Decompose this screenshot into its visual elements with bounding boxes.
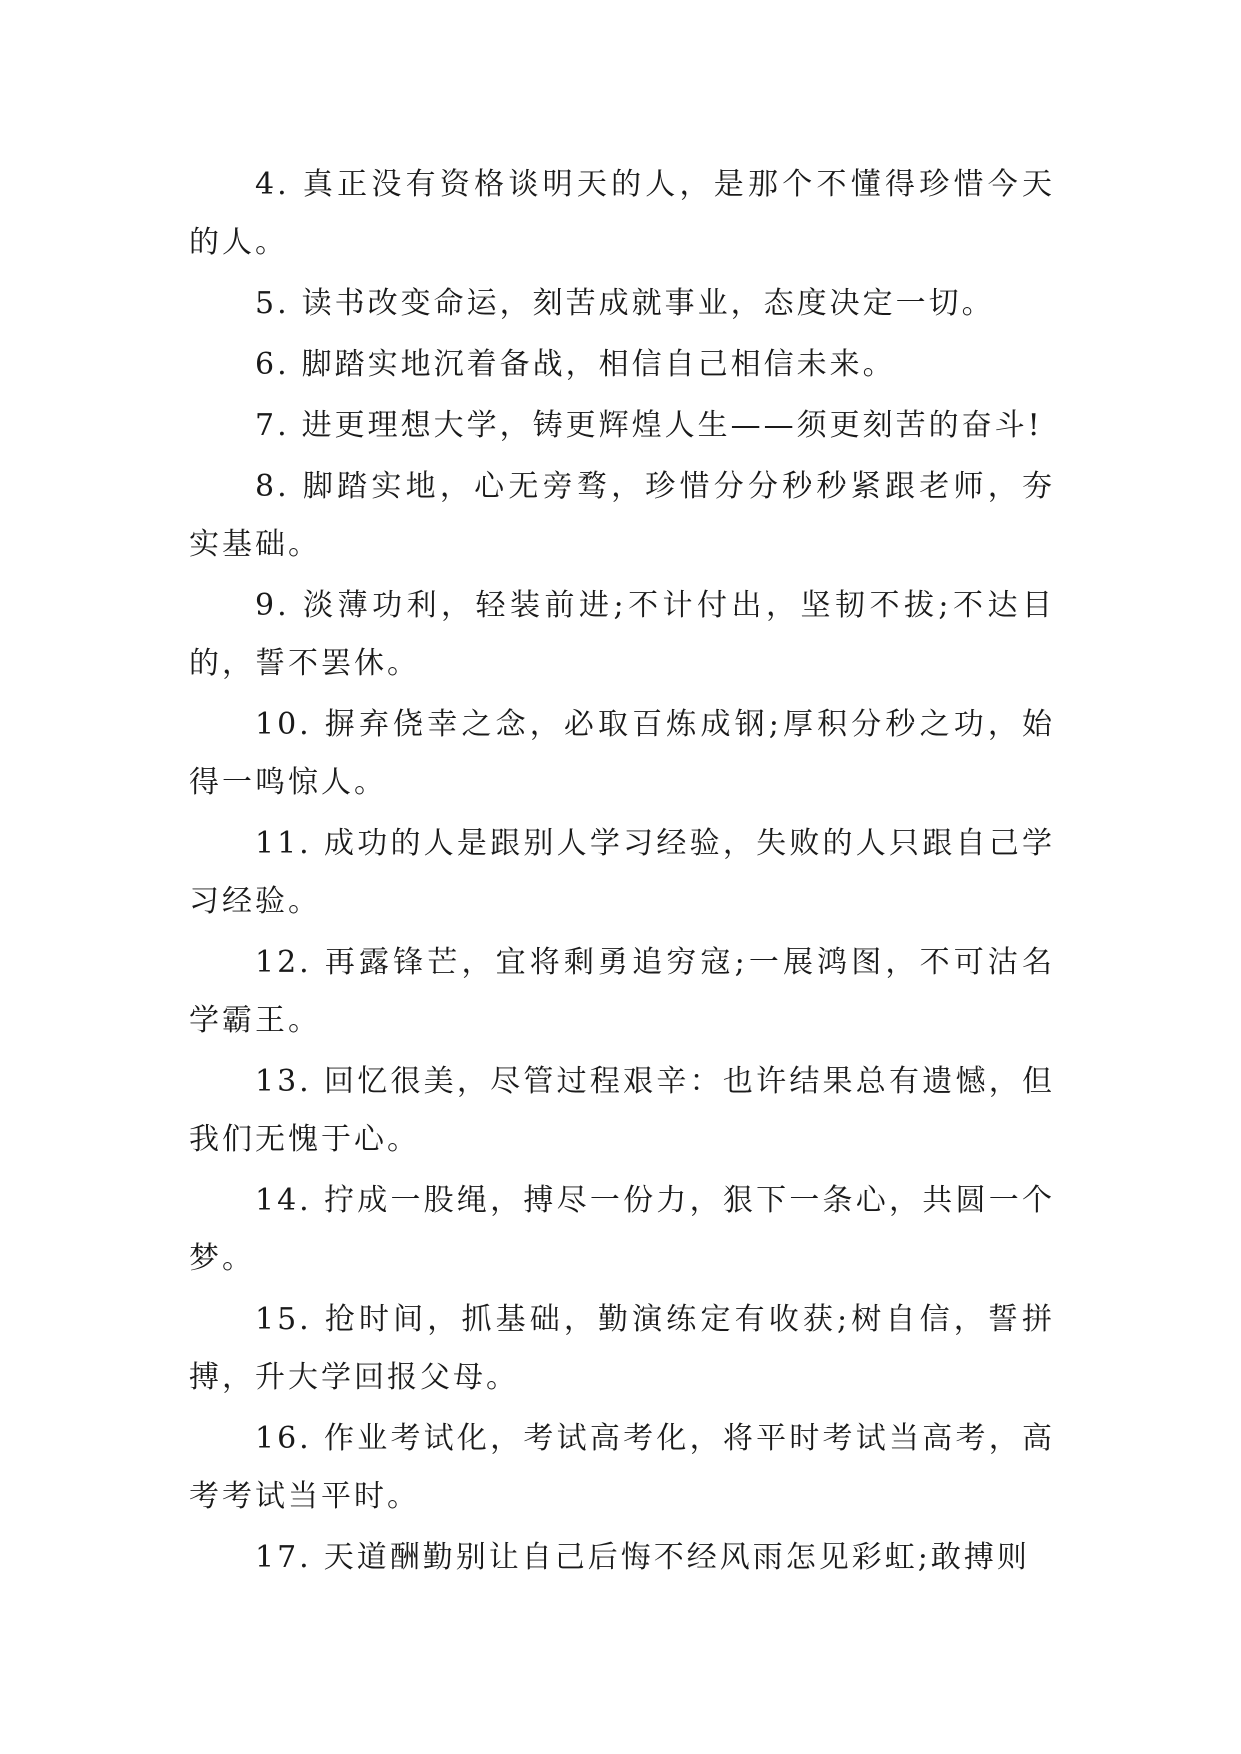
list-item — [189, 934, 1055, 1050]
item-number: 8. — [255, 469, 290, 504]
item-text: 再露锋芒，宜将剩勇追穷寇;一展鸿图，不可沽名学霸王。 — [189, 945, 1055, 1038]
item-number: 12. — [255, 945, 312, 980]
item-number: 13. — [255, 1064, 312, 1099]
list-item — [189, 1053, 1055, 1169]
item-text: 作业考试化，考试高考化，将平时考试当高考，高考考试当平时。 — [189, 1421, 1055, 1514]
item-text: 天道酬勤别让自己后悔不经风雨怎见彩虹;敢搏则 — [323, 1540, 1030, 1575]
item-number: 15. — [255, 1302, 312, 1337]
item-text: 回忆很美，尽管过程艰辛：也许结果总有遗憾，但我们无愧于心。 — [189, 1064, 1055, 1157]
item-number: 9. — [255, 588, 290, 623]
list-item — [189, 1529, 1055, 1587]
item-number: 7. — [255, 408, 290, 443]
item-text: 真正没有资格谈明天的人，是那个不懂得珍惜今天的人。 — [189, 167, 1055, 260]
list-item — [189, 1410, 1055, 1526]
document-body — [189, 156, 1055, 1590]
list-item — [189, 696, 1055, 812]
item-number: 5. — [255, 286, 290, 321]
item-text: 摒弃侥幸之念，必取百炼成钢;厚积分秒之功，始得一鸣惊人。 — [189, 707, 1055, 800]
list-item — [189, 336, 1055, 394]
list-item — [189, 815, 1055, 931]
item-number: 16. — [255, 1421, 312, 1456]
list-item — [189, 397, 1055, 455]
list-item — [189, 1291, 1055, 1407]
list-item — [189, 577, 1055, 693]
item-number: 6. — [255, 347, 290, 382]
list-item — [189, 275, 1055, 333]
list-item — [189, 458, 1055, 574]
item-number: 14. — [255, 1183, 312, 1218]
item-text: 淡薄功利，轻装前进;不计付出，坚韧不拔;不达目的，誓不罢休。 — [189, 588, 1055, 681]
list-item — [189, 1172, 1055, 1288]
item-text: 拧成一股绳，搏尽一份力，狠下一条心，共圆一个梦。 — [189, 1183, 1055, 1276]
item-number: 11. — [255, 826, 312, 861]
item-text: 成功的人是跟别人学习经验，失败的人只跟自己学习经验。 — [189, 826, 1055, 919]
item-text: 脚踏实地，心无旁骛，珍惜分分秒秒紧跟老师，夯实基础。 — [189, 469, 1055, 562]
item-number: 10. — [255, 707, 312, 742]
item-text: 抢时间，抓基础，勤演练定有收获;树自信，誓拼搏，升大学回报父母。 — [189, 1302, 1055, 1395]
item-number: 4. — [255, 167, 290, 202]
list-item — [189, 156, 1055, 272]
item-text: 读书改变命运，刻苦成就事业，态度决定一切。 — [301, 286, 995, 321]
item-number: 17. — [255, 1540, 312, 1575]
item-text: 脚踏实地沉着备战，相信自己相信未来。 — [301, 347, 896, 382]
item-text: 进更理想大学，铸更辉煌人生——须更刻苦的奋斗! — [301, 408, 1043, 443]
